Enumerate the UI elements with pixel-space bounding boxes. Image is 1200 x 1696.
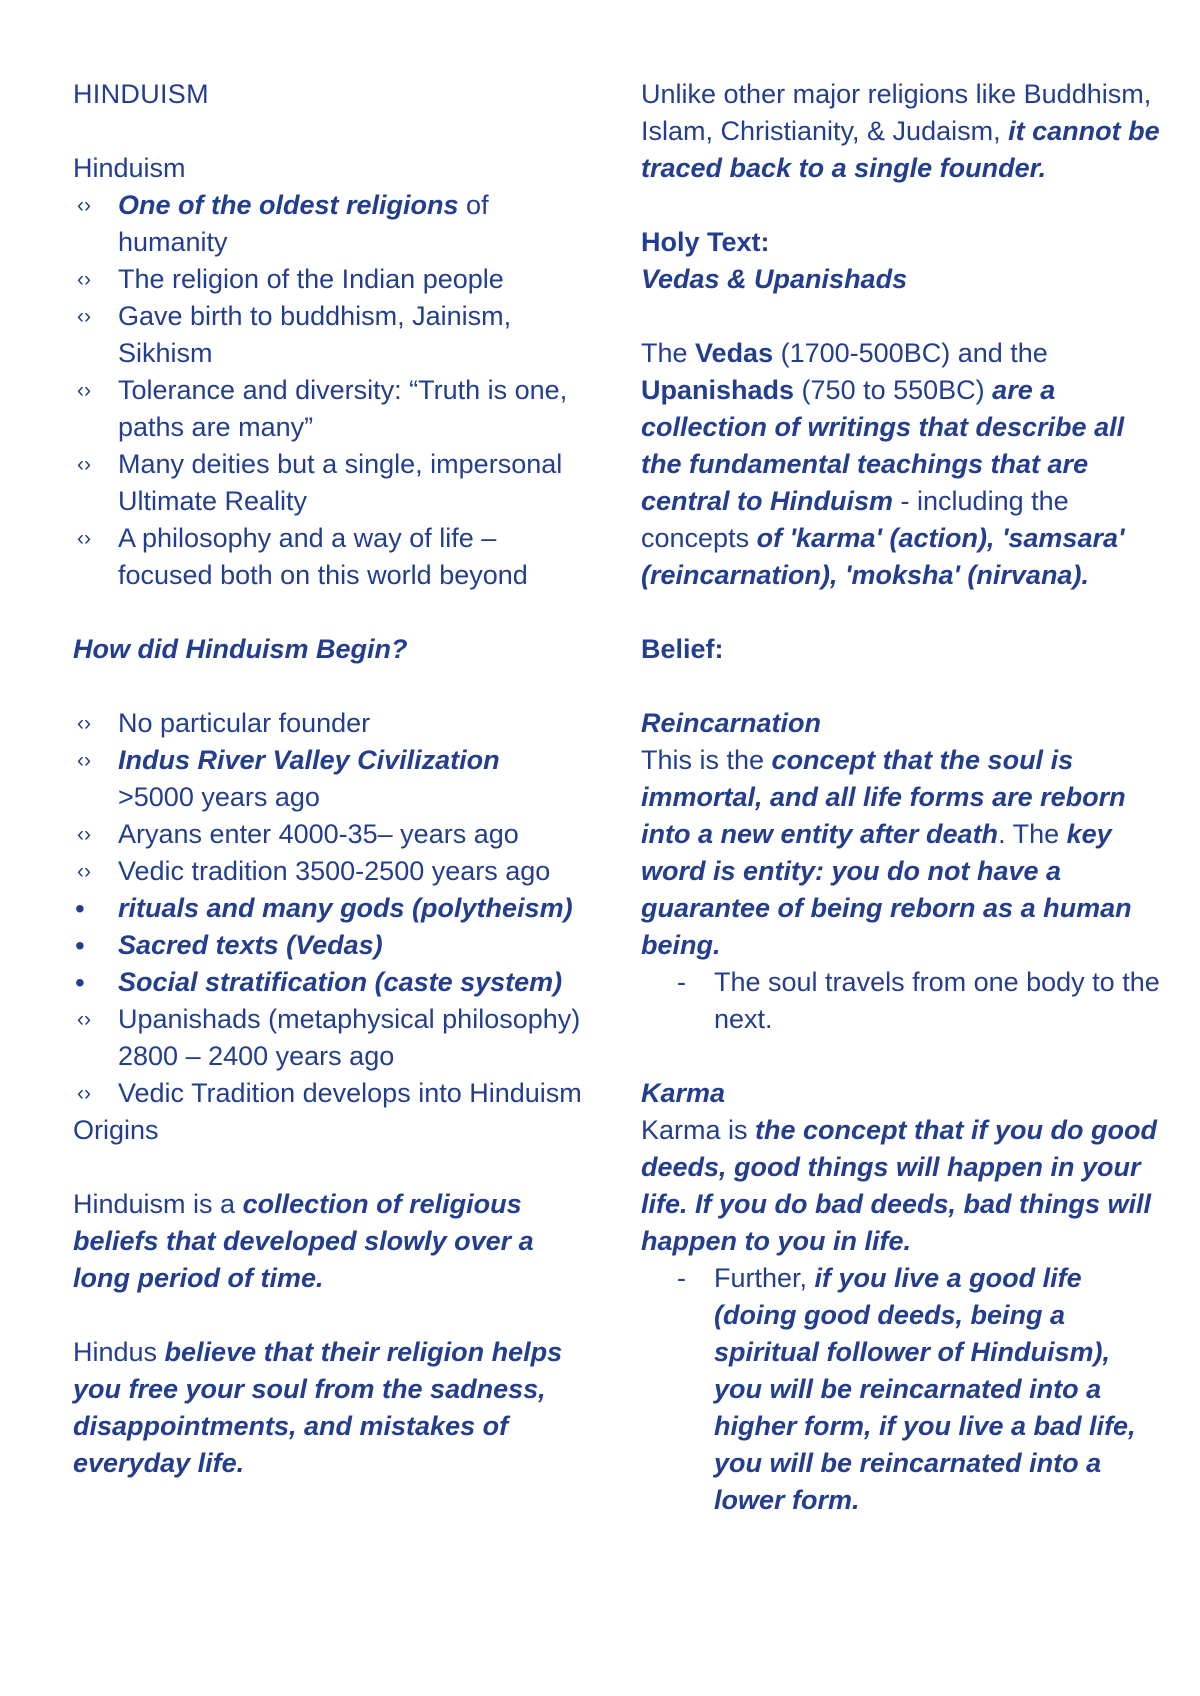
reincarnation-paragraph: This is the concept that the soul is immortal, and all life forms are reborn into a new entity after death. The key word is entity: you do not have a guarantee of being reborn as a human being.: [641, 745, 1132, 960]
dash-bullet-icon: -: [677, 967, 686, 997]
reincarnation-bullet-list: [641, 964, 1161, 1038]
karma-bullet-list: [641, 1260, 1161, 1519]
list-item: ‹› Many deities but a single, impersonal Ultimate Reality: [73, 446, 593, 520]
karma-paragraph: Karma is the concept that if you do good deeds, good things will happen in your life. If you do bad deeds, bad things will happen to you in life.: [641, 1115, 1157, 1256]
list-item: ‹› Indus River Valley Civilization >5000 years ago: [73, 742, 593, 816]
list-item: • rituals and many gods (polytheism): [73, 890, 593, 927]
intro-paragraph: Unlike other major religions like Buddhism, Islam, Christianity, & Judaism, it cannot be traced back to a single founder.: [641, 79, 1160, 183]
bracket-bullet-icon: ‹›: [77, 1008, 91, 1031]
collection-paragraph: Hinduism is a collection of religious beliefs that developed slowly over a long period of time.: [73, 1189, 534, 1293]
begin-heading: How did Hinduism Begin?: [73, 634, 408, 664]
belief-paragraph: Hindus believe that their religion helps you free your soul from the sadness, disappointments, and mistakes of everyday life.: [73, 1337, 563, 1478]
list-item: • Social stratification (caste system): [73, 964, 593, 1001]
bracket-bullet-icon: ‹›: [77, 268, 91, 291]
belief-label: Belief:: [641, 634, 724, 664]
bracket-bullet-icon: ‹›: [77, 860, 91, 883]
vedas-paragraph: The Vedas (1700-500BC) and the Upanishads (750 to 550BC) are a collection of writings that describe all the fundamental teachings that are central to Hinduism - including the concepts of 'karma' (action), 'samsara' (reincarnation), 'moksha' (nirvana).: [641, 338, 1125, 590]
list-item: ‹› Vedic Tradition develops into Hinduism: [73, 1075, 593, 1112]
bracket-bullet-icon: ‹›: [77, 453, 91, 476]
dot-bullet-icon: •: [75, 967, 85, 998]
list-item: • Sacred texts (Vedas): [73, 927, 593, 964]
reincarnation-heading: Reincarnation: [641, 708, 822, 738]
karma-heading: Karma: [641, 1078, 726, 1108]
list-item: - Further, if you live a good life (doing good deeds, being a spiritual follower of Hinduism), you will be reincarnated into a higher form, if you live a bad life, you will be reincarnated into a lower form.: [641, 1260, 1161, 1519]
hinduism-heading: Hinduism: [73, 153, 186, 183]
list-item: ‹› Aryans enter 4000-35– years ago: [73, 816, 593, 853]
list-item: ‹› Gave birth to buddhism, Jainism, Sikhism: [73, 298, 593, 372]
holy-text-label: Holy Text:: [641, 227, 770, 257]
bracket-bullet-icon: ‹›: [77, 527, 91, 550]
bracket-bullet-icon: ‹›: [77, 823, 91, 846]
list-item: ‹› Tolerance and diversity: “Truth is one, paths are many”: [73, 372, 593, 446]
begin-bullet-list: [73, 705, 593, 1112]
bracket-bullet-icon: ‹›: [77, 749, 91, 772]
bracket-bullet-icon: ‹›: [77, 712, 91, 735]
document-title: HINDUISM: [73, 79, 209, 109]
list-item: ‹› Upanishads (metaphysical philosophy) 2800 – 2400 years ago: [73, 1001, 593, 1075]
bracket-bullet-icon: ‹›: [77, 194, 91, 217]
list-item: ‹› One of the oldest religions of humanity: [73, 187, 593, 261]
right-column: [641, 76, 1161, 1519]
holy-text-value: Vedas & Upanishads: [641, 264, 908, 294]
list-item: ‹› No particular founder: [73, 705, 593, 742]
list-item: ‹› A philosophy and a way of life – focused both on this world beyond: [73, 520, 593, 594]
list-item: ‹› The religion of the Indian people: [73, 261, 593, 298]
left-column: [73, 76, 593, 1482]
list-item: ‹› Vedic tradition 3500-2500 years ago: [73, 853, 593, 890]
origins-label: Origins: [73, 1115, 159, 1145]
dash-bullet-icon: -: [677, 1263, 686, 1293]
intro-bullet-list: [73, 187, 593, 594]
list-item: - The soul travels from one body to the next.: [641, 964, 1161, 1038]
bracket-bullet-icon: ‹›: [77, 379, 91, 402]
bracket-bullet-icon: ‹›: [77, 1082, 91, 1105]
dot-bullet-icon: •: [75, 930, 85, 961]
bracket-bullet-icon: ‹›: [77, 305, 91, 328]
dot-bullet-icon: •: [75, 893, 85, 924]
